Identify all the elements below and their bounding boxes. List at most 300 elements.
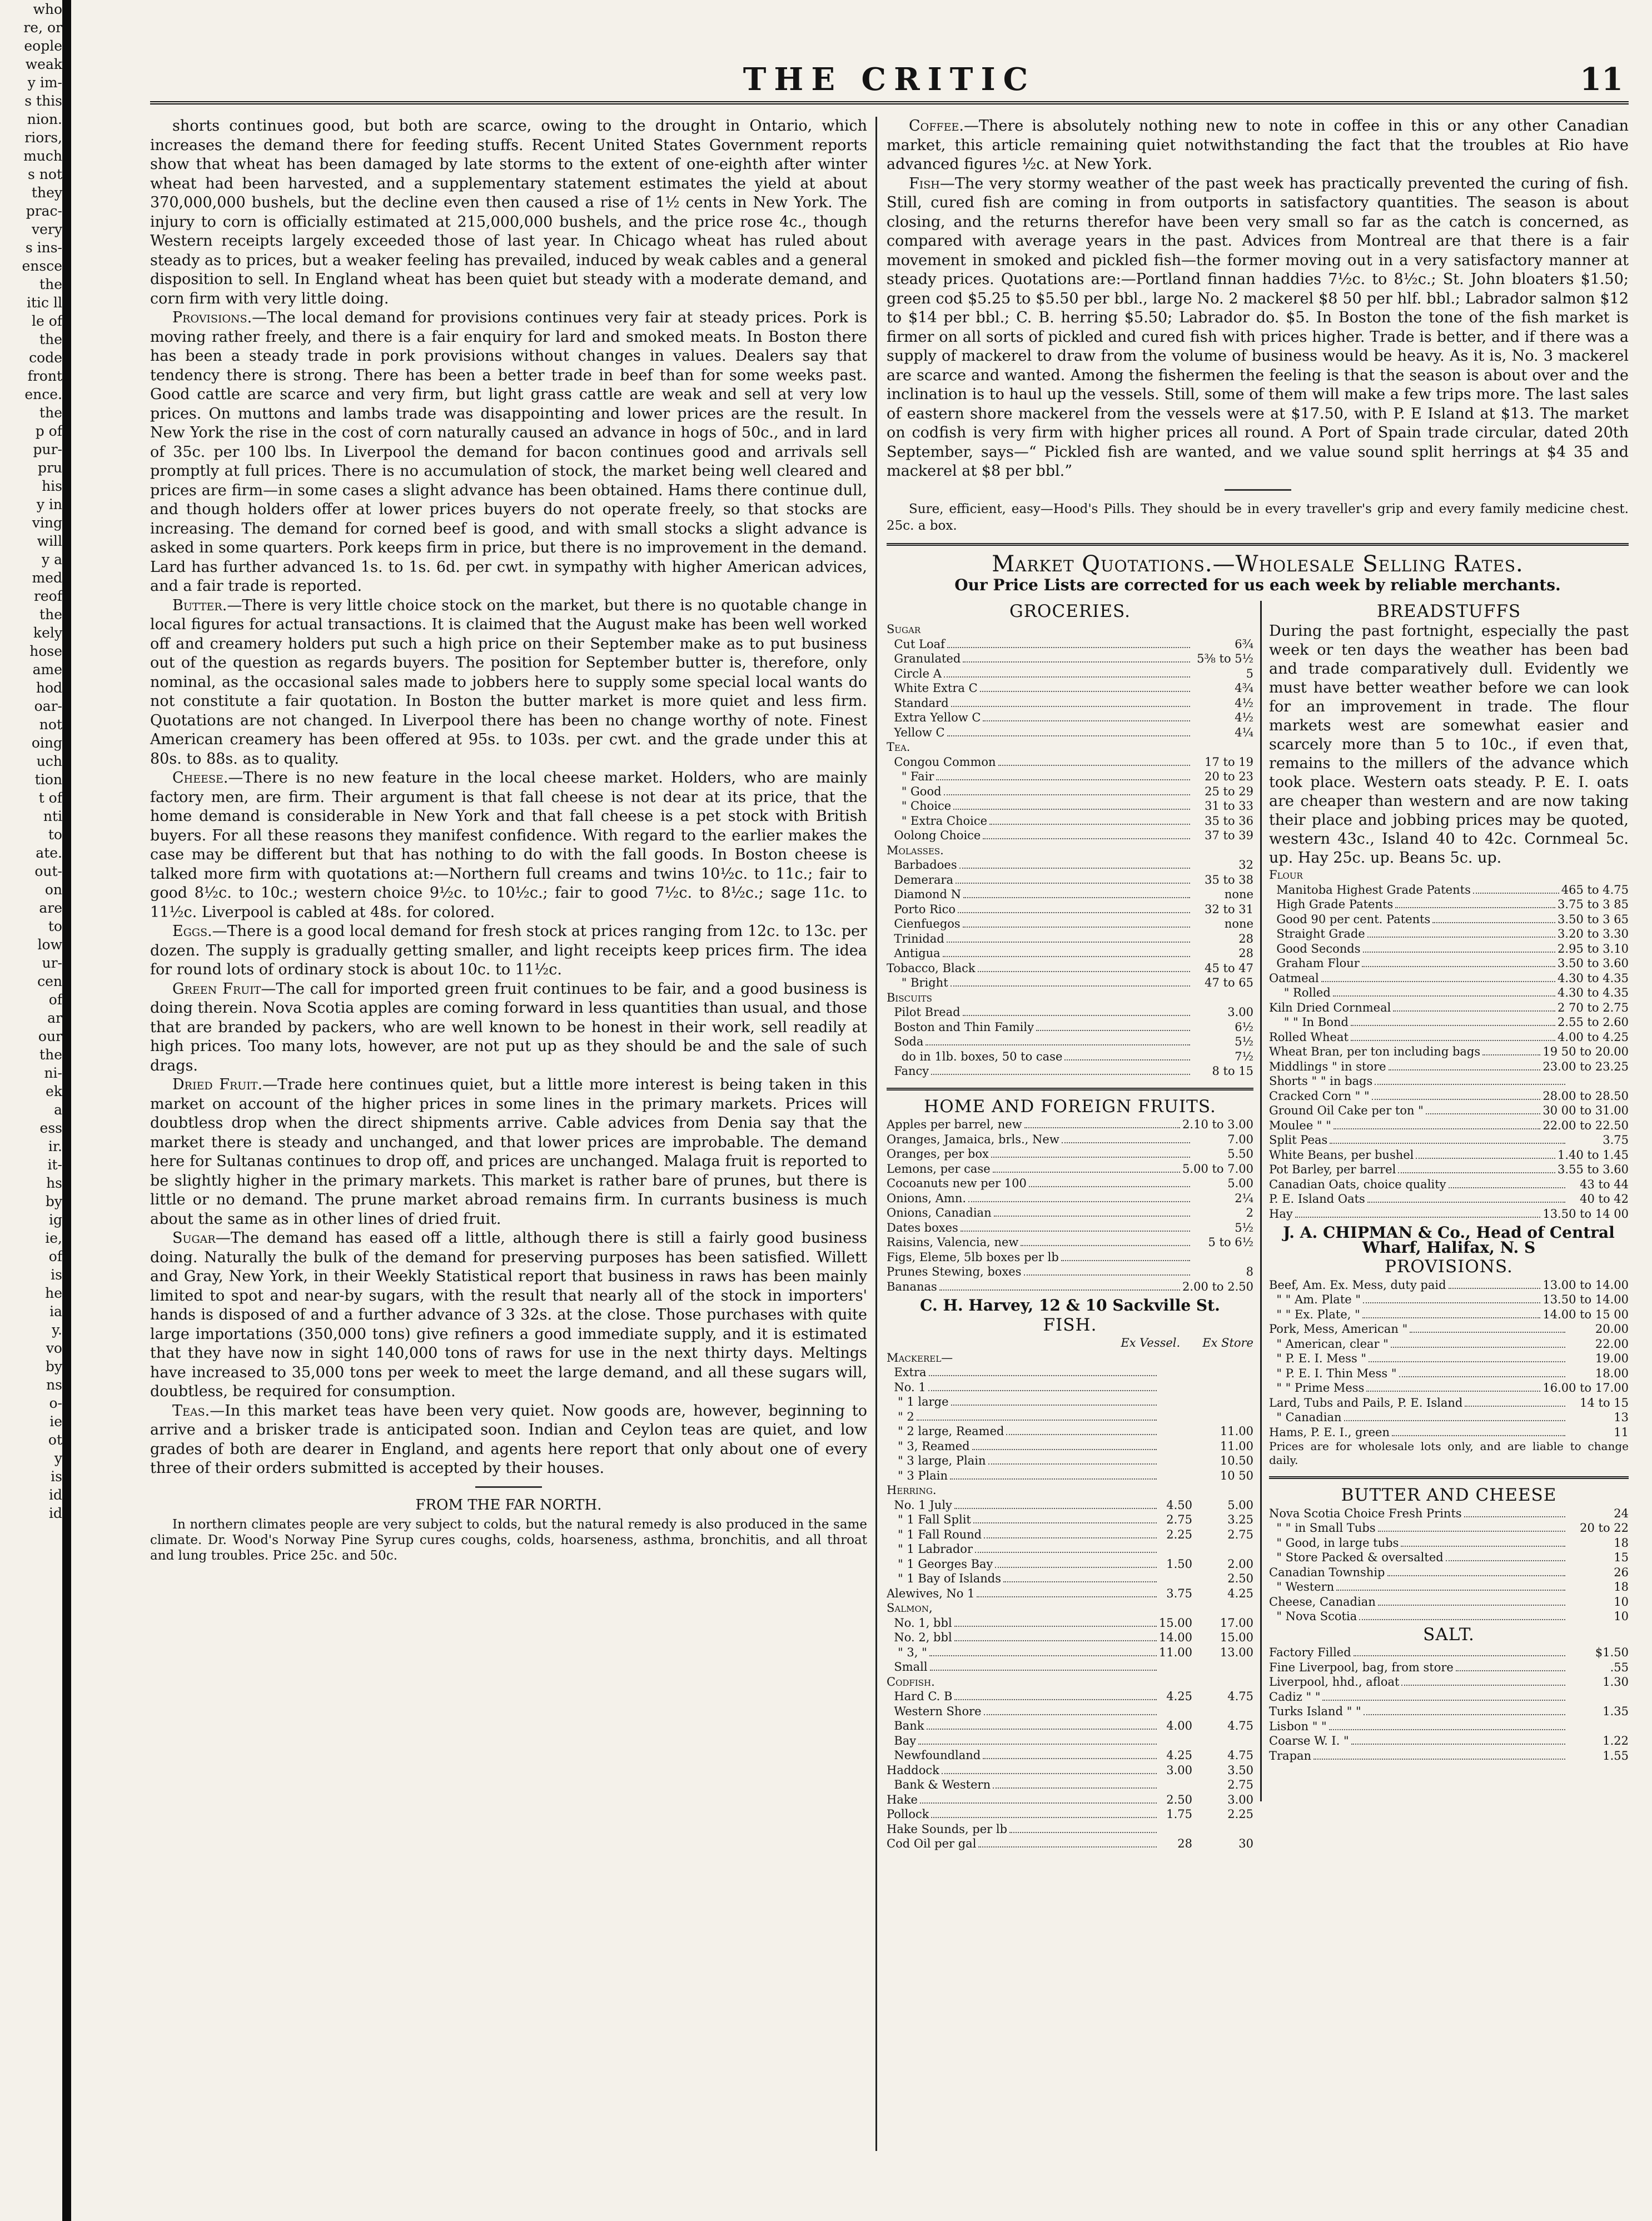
leader-dots xyxy=(1329,1729,1565,1730)
item-label: " Canadian xyxy=(1269,1411,1342,1424)
item-price: 18 xyxy=(1614,1536,1629,1550)
price-row xyxy=(887,1468,1253,1483)
item-price: 20 to 22 xyxy=(1580,1521,1629,1535)
price-row xyxy=(887,1221,1253,1236)
gutter-text-fragment: the xyxy=(39,606,62,623)
price-row xyxy=(1269,1521,1629,1536)
ex-store-price: 2.75 xyxy=(1227,1778,1253,1791)
leader-dots xyxy=(951,1405,1157,1406)
leader-dots xyxy=(931,1074,1190,1075)
gutter-text-fragment: ensce xyxy=(22,258,62,274)
gutter-text-fragment: weak xyxy=(25,56,62,72)
item-label: Good 90 per cent. Patents xyxy=(1269,912,1431,926)
binding-spine xyxy=(62,0,71,2221)
ex-store-price: 11.00 xyxy=(1220,1425,1253,1438)
price-row xyxy=(887,799,1253,814)
item-label: Hams, P. E. I., green xyxy=(1269,1425,1390,1439)
price-row xyxy=(887,1689,1253,1704)
item-price: 26 xyxy=(1614,1565,1629,1579)
item-price: 2.95 to 3.10 xyxy=(1558,942,1629,955)
price-row xyxy=(887,784,1253,799)
item-price: 17 to 19 xyxy=(1205,755,1253,769)
item-label: Pilot Bread xyxy=(887,1005,961,1019)
item-label: Barbadoes xyxy=(887,858,957,872)
price-row xyxy=(887,1191,1253,1206)
price-row xyxy=(887,681,1253,696)
item-label: Wheat Bran, per ton including bags xyxy=(1269,1045,1481,1058)
price-row xyxy=(887,887,1253,902)
item-price: 4.00 to 4.25 xyxy=(1558,1030,1629,1044)
price-row xyxy=(887,696,1253,711)
price-row xyxy=(887,666,1253,681)
gutter-text-fragment: ame xyxy=(32,661,62,678)
item-label: Rolled Wheat xyxy=(1269,1030,1349,1044)
butter-table xyxy=(1269,1506,1629,1624)
item-label: Mackerel— xyxy=(887,1351,953,1365)
price-row xyxy=(1269,897,1629,912)
item-price: 35 to 36 xyxy=(1205,814,1253,828)
item-label: Flour xyxy=(1269,868,1303,882)
item-label: Alewives, No 1 xyxy=(887,1586,975,1600)
item-price: 28 xyxy=(1238,932,1253,945)
item-label: " 1 Fall Round xyxy=(887,1527,982,1541)
item-label: Nova Scotia Choice Fresh Prints xyxy=(1269,1506,1462,1520)
price-row xyxy=(1269,1089,1629,1104)
ex-store-price: 13.00 xyxy=(1220,1645,1253,1659)
price-row xyxy=(887,1049,1253,1064)
ex-vessel-price: 4.50 xyxy=(1166,1498,1192,1512)
item-label: Cod Oil per gal xyxy=(887,1837,977,1850)
quotations-left-column xyxy=(887,601,1253,1851)
price-row xyxy=(887,932,1253,947)
item-price: 4.30 to 4.35 xyxy=(1558,971,1629,985)
gutter-text-fragment: front xyxy=(27,368,62,384)
gutter-text-fragment: not xyxy=(39,716,62,733)
item-price: 20 to 23 xyxy=(1205,770,1253,783)
item-price: 2¼ xyxy=(1235,1191,1253,1205)
item-label: Cienfuegos xyxy=(887,917,961,930)
ex-store-price: 10 50 xyxy=(1220,1468,1253,1482)
price-row xyxy=(1269,1207,1629,1222)
item-label: Fine Liverpool, bag, from store xyxy=(1269,1660,1454,1674)
publication-title: THE CRITIC xyxy=(743,61,1036,98)
item-label: Antigua xyxy=(887,947,941,960)
ex-store-price: 4.75 xyxy=(1227,1749,1253,1762)
fish-column-headers xyxy=(887,1336,1253,1351)
gutter-text-fragment: ia xyxy=(49,1303,62,1319)
item-label: Good Seconds xyxy=(1269,942,1361,955)
paragraph-body: —There is absolutely nothing new to note in coffee in this or any other Canadian market, this article remaining quiet notwithstanding the fact that the troubles at Rio have advanced figures ½c. at New York. xyxy=(887,117,1629,173)
provisions-note: Prices are for wholesale lots only, and are liable to change daily. xyxy=(1269,1440,1629,1467)
price-row xyxy=(1269,1015,1629,1030)
paragraph-lead: Sugar xyxy=(172,1229,216,1247)
leader-dots xyxy=(995,1567,1157,1568)
flour-table xyxy=(1269,868,1629,1221)
paragraph-lead: Fish xyxy=(909,175,940,192)
leader-dots xyxy=(1401,1546,1565,1547)
item-label: " 1 Fall Split xyxy=(887,1513,971,1526)
leader-dots xyxy=(1363,1302,1540,1303)
salt-table xyxy=(1269,1645,1629,1763)
leader-dots xyxy=(954,1626,1157,1627)
gutter-text-fragment: eople xyxy=(24,38,62,54)
ex-vessel-price: 2.50 xyxy=(1166,1792,1192,1806)
item-label: Middlings " in store xyxy=(1269,1059,1386,1073)
item-price: 30 00 to 31.00 xyxy=(1542,1104,1629,1117)
gutter-text-fragment: ni- xyxy=(44,1065,62,1081)
item-price: 28.00 to 28.50 xyxy=(1542,1089,1629,1103)
gutter-text-fragment: nion. xyxy=(27,111,62,127)
gutter-text-fragment: ess xyxy=(39,1120,62,1136)
fish-table xyxy=(887,1351,1253,1851)
gutter-text-fragment: a xyxy=(54,1102,62,1118)
price-row xyxy=(1269,1044,1629,1059)
price-row xyxy=(887,740,1253,755)
ex-store-price: 2.00 xyxy=(1227,1557,1253,1571)
gutter-text-fragment: ek xyxy=(46,1083,62,1099)
leader-dots xyxy=(963,1015,1190,1016)
leader-dots xyxy=(1375,1084,1565,1085)
ex-vessel-price: 1.50 xyxy=(1166,1557,1192,1571)
market-quotations-title: Market Quotations.—Wholesale Selling Rates. xyxy=(992,551,1524,577)
article-paragraph xyxy=(887,175,1629,481)
item-label: Straight Grade xyxy=(1269,927,1365,940)
leader-dots xyxy=(947,942,1190,943)
item-label: Onions, Canadian xyxy=(887,1206,992,1219)
item-label: Split Peas xyxy=(1269,1133,1328,1147)
price-row xyxy=(887,1147,1253,1162)
quotations-grid xyxy=(887,601,1629,1850)
item-price: 3.50 to 3 65 xyxy=(1558,912,1629,926)
item-price: 5½ xyxy=(1235,1035,1253,1048)
item-label: No. 2, bbl xyxy=(887,1631,952,1644)
item-label: " 1 Bay of Islands xyxy=(887,1572,1002,1585)
item-label: " " Prime Mess xyxy=(1269,1381,1365,1395)
item-label: Canadian Oats, choice quality xyxy=(1269,1177,1446,1191)
ex-store-price: 3.00 xyxy=(1227,1792,1253,1806)
price-row xyxy=(1269,1645,1629,1660)
gutter-text-fragment: oing xyxy=(31,735,62,751)
quotations-column-rule xyxy=(1260,601,1262,1801)
ex-vessel-price: 4.00 xyxy=(1166,1719,1192,1732)
price-row xyxy=(887,1034,1253,1049)
item-price: 31 to 33 xyxy=(1205,799,1253,813)
gutter-text-fragment: uch xyxy=(36,753,62,769)
item-label: Diamond N xyxy=(887,888,961,901)
gutter-text-fragment: it- xyxy=(47,1157,62,1173)
item-price: 5.50 xyxy=(1227,1147,1253,1161)
leader-dots xyxy=(968,1201,1190,1202)
gutter-text-fragment: ate. xyxy=(36,845,62,861)
gutter-text-fragment: the xyxy=(39,405,62,421)
price-row xyxy=(1269,1396,1629,1411)
price-row xyxy=(1269,1192,1629,1207)
price-row xyxy=(887,1279,1253,1294)
ex-vessel-price: 15.00 xyxy=(1158,1616,1192,1630)
gutter-text-fragment: id xyxy=(49,1505,62,1521)
item-label: Cocoanuts new per 100 xyxy=(887,1177,1027,1190)
article-paragraph xyxy=(150,117,867,308)
leader-dots xyxy=(956,883,1190,884)
item-price: 15 xyxy=(1614,1551,1629,1564)
article-paragraph xyxy=(150,596,867,769)
gutter-text-fragment: t of xyxy=(38,790,62,806)
article-paragraph xyxy=(150,922,867,980)
item-label: Coarse W. I. " xyxy=(1269,1734,1349,1747)
gutter-text-fragment: y im- xyxy=(27,74,62,91)
item-label: Cadiz " " xyxy=(1269,1690,1321,1704)
item-label: Extra xyxy=(887,1366,927,1379)
item-label: Western Shore xyxy=(887,1704,982,1718)
price-row xyxy=(1269,1675,1629,1690)
leader-dots xyxy=(1036,1030,1190,1031)
leader-dots xyxy=(989,824,1190,825)
price-row xyxy=(887,1264,1253,1279)
leader-dots xyxy=(1344,1420,1565,1421)
item-price: 3.55 to 3.60 xyxy=(1558,1163,1629,1176)
gutter-text-fragment: y. xyxy=(52,1322,62,1338)
price-row xyxy=(887,828,1253,843)
leader-dots xyxy=(947,735,1190,736)
item-label: " Good xyxy=(887,784,942,798)
ex-vessel-price: 28 xyxy=(1177,1837,1192,1850)
price-row xyxy=(1269,1307,1629,1322)
item-price: 13.50 to 14 00 xyxy=(1542,1207,1629,1221)
fruits-supplier: C. H. Harvey, 12 & 10 Sackville St. xyxy=(920,1296,1220,1314)
gutter-text-fragment: re, or xyxy=(23,19,62,36)
item-label: Ground Oil Cake per ton " xyxy=(1269,1104,1424,1117)
price-row xyxy=(1269,1030,1629,1045)
price-row xyxy=(1269,1278,1629,1293)
ex-store-price: 30 xyxy=(1238,1837,1253,1850)
price-row xyxy=(1269,1322,1629,1337)
leader-dots xyxy=(1024,1274,1191,1276)
item-label: White Beans, per bushel xyxy=(1269,1148,1414,1162)
price-row xyxy=(1269,883,1629,898)
leader-dots xyxy=(978,1846,1157,1847)
leader-dots xyxy=(1464,1516,1565,1517)
ex-store-price: 3.25 xyxy=(1227,1513,1253,1526)
price-row xyxy=(887,1439,1253,1454)
paragraph-lead: Dried Fruit. xyxy=(172,1076,263,1093)
item-price: none xyxy=(1224,917,1253,930)
item-label: Moulee " " xyxy=(1269,1118,1331,1132)
price-row xyxy=(1269,1103,1629,1118)
gutter-text-fragment: is xyxy=(51,1267,62,1283)
item-price: 47 to 65 xyxy=(1205,976,1253,989)
item-label: Soda xyxy=(887,1035,924,1048)
item-price: .55 xyxy=(1610,1660,1629,1674)
item-label: Oatmeal xyxy=(1269,971,1319,985)
leader-dots xyxy=(1378,1605,1565,1606)
item-label: High Grade Patents xyxy=(1269,898,1394,911)
ex-store-price: 2.50 xyxy=(1227,1572,1253,1585)
leader-dots xyxy=(1473,893,1559,894)
leader-dots xyxy=(983,720,1190,721)
leader-dots xyxy=(1006,1434,1157,1435)
price-row xyxy=(1269,1565,1629,1580)
leader-dots xyxy=(1449,1187,1565,1188)
item-price: 14.00 to 15 00 xyxy=(1542,1307,1629,1321)
item-label: do in 1lb. boxes, 50 to case xyxy=(887,1049,1063,1063)
leader-dots xyxy=(918,1744,1157,1745)
price-row xyxy=(1269,1595,1629,1610)
leader-dots xyxy=(943,956,1190,957)
leader-dots xyxy=(983,838,1190,839)
paragraph-body: —There is a good local demand for fresh stock at prices ranging from 12c. to 13c. per dozen. The supply is gradually getting smaller, and light receipts keep prices firm. The idea for round lots of ordinary stock is about 10c. to 11½c. xyxy=(150,923,867,978)
gutter-text-fragment: ar xyxy=(47,1010,62,1026)
leader-dots xyxy=(1021,1245,1190,1246)
leader-dots xyxy=(1367,1202,1565,1203)
column-rule xyxy=(875,117,877,2151)
leader-dots xyxy=(1449,1288,1541,1289)
item-label: P. E. Island Oats xyxy=(1269,1192,1365,1206)
price-row xyxy=(887,1557,1253,1572)
item-label: " 3, Reamed xyxy=(887,1439,970,1453)
price-row xyxy=(887,1836,1253,1851)
item-price: 5 xyxy=(1246,666,1253,680)
gutter-text-fragment: code xyxy=(29,350,62,366)
gutter-text-fragment: the xyxy=(39,276,62,292)
ex-store-price: 2.25 xyxy=(1227,1807,1253,1821)
paragraph-body: —Trade here continues quiet, but a little more interest is being taken in this market on account of the higher prices in some lines in the primary markets. Prices will doubtless drop when the direct shipments arrive. Cable advices from Denia say that the market there is steady and unchanged, and that lower prices are improbable. The demand here for Sultanas continues to drop off, and prices are unchanged. Malaga fruit is reported to be slightly higher in the primary markets. This market is rather bare of prunes, but there is little or no demand. The prune market abroad remains firm. In currants business is much about the same as in other lines of dried fruit. xyxy=(150,1076,867,1228)
leader-dots xyxy=(917,1420,1157,1421)
double-rule xyxy=(1269,1476,1629,1479)
hoods-pills-ad: Sure, efficient, easy—Hood's Pills. They should be in every traveller's grip and every family medicine chest. 25c. a box. xyxy=(887,501,1629,533)
price-row xyxy=(1269,1749,1629,1764)
gutter-text-fragment: hose xyxy=(29,643,62,659)
leader-dots xyxy=(1426,1113,1540,1114)
item-price: 2 70 to 2.75 xyxy=(1558,1000,1629,1014)
item-label: Lard, Tubs and Pails, P. E. Island xyxy=(1269,1396,1463,1410)
price-row xyxy=(887,1250,1253,1265)
gutter-text-fragment: hs xyxy=(46,1175,62,1191)
leader-dots xyxy=(963,927,1190,928)
item-label: Beef, Am. Ex. Mess, duty paid xyxy=(1269,1278,1446,1292)
item-label: Turks Island " " xyxy=(1269,1705,1361,1718)
divider xyxy=(1225,489,1291,491)
gutter-text-fragment: ns xyxy=(46,1377,62,1393)
item-label: Tobacco, Black xyxy=(887,961,976,975)
leader-dots xyxy=(1363,952,1556,953)
provisions-table xyxy=(1269,1278,1629,1440)
leader-dots xyxy=(998,765,1190,766)
gutter-text-fragment: y in xyxy=(36,496,62,512)
price-row xyxy=(1269,1690,1629,1705)
price-row xyxy=(887,1351,1253,1366)
ex-store-price: 2.75 xyxy=(1227,1527,1253,1541)
paragraph-lead: Cheese. xyxy=(172,769,228,786)
gutter-text-fragment: reof xyxy=(33,588,62,604)
item-price: 40 to 42 xyxy=(1580,1192,1629,1206)
leader-dots xyxy=(1392,1435,1565,1436)
price-row xyxy=(887,946,1253,961)
price-row xyxy=(1269,1506,1629,1521)
price-row xyxy=(1269,1410,1629,1425)
item-label: Pollock xyxy=(887,1807,929,1821)
leader-dots xyxy=(1399,1376,1565,1377)
item-label: Herring. xyxy=(887,1483,937,1497)
item-label: " Good, in large tubs xyxy=(1269,1536,1399,1550)
item-price: 18 xyxy=(1614,1580,1629,1593)
price-row xyxy=(1269,1660,1629,1675)
leader-dots xyxy=(1369,1361,1565,1362)
leader-dots xyxy=(1313,1759,1565,1760)
leader-dots xyxy=(1359,1619,1565,1620)
price-row xyxy=(1269,1580,1629,1595)
item-label: " " In Bond xyxy=(1269,1015,1349,1029)
item-price: 22.00 xyxy=(1595,1337,1629,1351)
gutter-text-fragment: by xyxy=(45,1193,62,1209)
item-price: 45 to 47 xyxy=(1205,961,1253,975)
item-label: Pork, Mess, American " xyxy=(1269,1322,1408,1336)
item-label: " Rolled xyxy=(1269,986,1331,999)
leader-dots xyxy=(977,1596,1157,1597)
item-label: " Bright xyxy=(887,976,948,989)
leader-dots xyxy=(927,1729,1157,1730)
item-price: 465 to 4.75 xyxy=(1561,883,1629,897)
leader-dots xyxy=(954,1699,1157,1700)
gutter-text-fragment: will xyxy=(37,533,62,549)
gutter-text-fragment: kely xyxy=(33,625,62,641)
price-row xyxy=(887,1498,1253,1513)
item-label: Cheese, Canadian xyxy=(1269,1595,1376,1609)
gutter-text-fragment: out- xyxy=(34,863,62,879)
leader-dots xyxy=(988,1463,1157,1465)
price-row xyxy=(887,1660,1253,1675)
leader-dots xyxy=(947,647,1190,648)
price-row xyxy=(1269,927,1629,942)
item-price: 37 to 39 xyxy=(1205,829,1253,842)
leader-dots xyxy=(1061,1260,1190,1261)
left-column xyxy=(150,117,867,1563)
leader-dots xyxy=(1354,1655,1565,1656)
gutter-text-fragment: ot xyxy=(48,1432,62,1448)
paragraph-body: —There is no new feature in the local cheese market. Holders, who are mainly factory men, are firm. Their argument is that fall cheese is not dear at its price, that the home demand is considerable in New York and that fall cheese is a pet stock with British buyers. For all these reasons they manifest confidence. With regard to the earlier makes the case may be different but that has nothing to do with the fall goods. In Boston cheese is talked more firm with quotations at:—Northern full creams and twins 10½c. to 11c.; fair to good 8½c. to 10c.; western choice 9½c. to 10½c.; fair to good 7½c. to 8½c.; sage 11c. to 11½c. Liverpool is cabled at 48s. for colored. xyxy=(150,769,867,921)
price-row xyxy=(1269,1000,1629,1015)
item-label: " 2 xyxy=(887,1410,914,1423)
item-label: No. 1, bbl xyxy=(887,1616,952,1630)
price-row xyxy=(887,1719,1253,1734)
gutter-text-fragment: by xyxy=(45,1358,62,1375)
leader-dots xyxy=(928,1390,1157,1391)
item-price: 4½ xyxy=(1235,711,1253,724)
item-price: 3.20 to 3.30 xyxy=(1558,927,1629,940)
item-price: 5⅜ to 5½ xyxy=(1197,652,1253,665)
price-row xyxy=(887,1675,1253,1690)
gutter-text-fragment: med xyxy=(32,570,62,586)
item-label: " 1 Labrador xyxy=(887,1542,973,1556)
item-price: 6½ xyxy=(1235,1020,1253,1034)
gutter-text-fragment: y xyxy=(54,1450,62,1466)
article-paragraph xyxy=(150,1075,867,1229)
item-price: 13 xyxy=(1614,1411,1629,1424)
item-label: Hake xyxy=(887,1792,918,1806)
leader-dots xyxy=(1003,1581,1157,1582)
item-label: Biscuits xyxy=(887,990,932,1004)
leader-dots xyxy=(1336,1590,1565,1591)
ex-vessel-price: 2.75 xyxy=(1166,1513,1192,1526)
ex-store-price: 10.50 xyxy=(1220,1454,1253,1467)
right-column xyxy=(887,117,1629,1850)
gutter-text-fragment: oar- xyxy=(34,698,62,714)
item-label: Pot Barley, per barrel xyxy=(1269,1163,1396,1176)
item-label: Small xyxy=(887,1660,928,1674)
price-row xyxy=(887,1162,1253,1177)
item-price: 1.22 xyxy=(1603,1734,1629,1747)
item-price: 14 to 15 xyxy=(1580,1396,1629,1410)
item-label: " Nova Scotia xyxy=(1269,1610,1357,1623)
